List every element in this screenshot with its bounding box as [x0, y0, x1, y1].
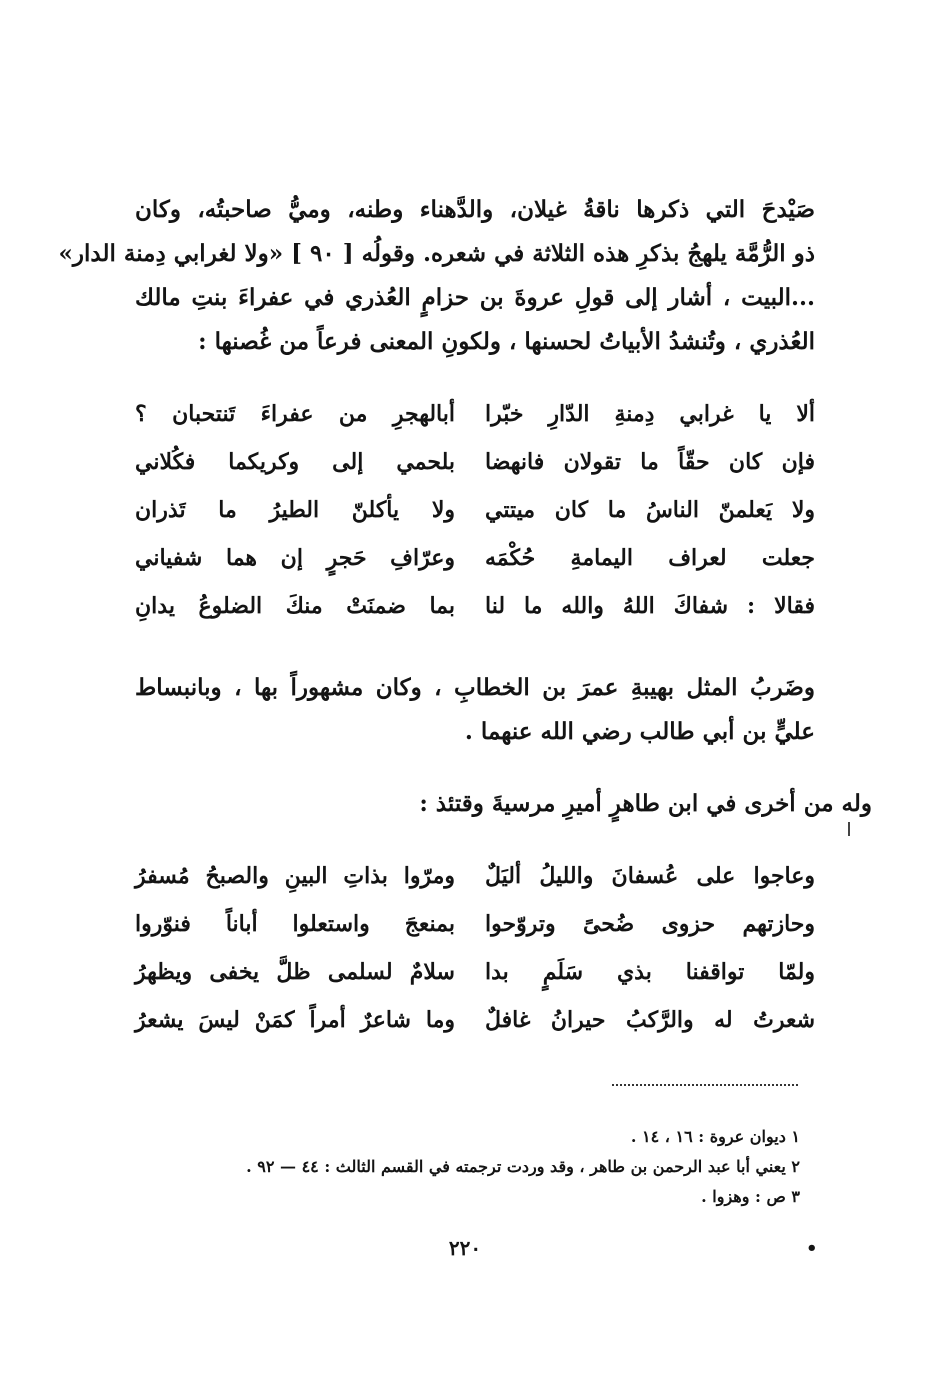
verse-first-hemistich: ألا يا غرابي دِمنةِ الدّارِ خبّرا [485, 401, 815, 427]
paragraph-line: صَيْدحَ التي ذكرها ناقةُ غيلان، والدَّهناء وطنه، وميُّ صاحبتُه، وكان [135, 196, 815, 223]
verse [135, 582, 815, 630]
verse [135, 900, 815, 948]
verse-first-hemistich: ولمّا تواقفنا بذي سَلَمٍ بدا [485, 959, 815, 985]
verse-first-hemistich: وحازتهم حزوى ضُحىً وتروّحوا [485, 911, 815, 937]
poem-2 [135, 852, 815, 1044]
verse-second-hemistich: أبالهجرِ من عفراءَ تَنتحبان ؟ [135, 401, 455, 427]
paragraph-1 [58, 188, 815, 364]
footnote: ٢ يعني أبا عبد الرحمن بن طاهر ، وقد وردت ترجمته في القسم الثالث : ٤٤ — ٩٢ . [246, 1157, 800, 1176]
verse-second-hemistich: وما شاعرٌ أمراً كمَنْ ليسَ يشعرُ [135, 1007, 455, 1033]
verse-first-hemistich: ولا يَعلمنّ الناسُ ما كان ميتتي [485, 497, 815, 523]
verse-first-hemistich: فإن كان حقّاً ما تقولان فانهضا [485, 449, 815, 475]
verse [135, 534, 815, 582]
poem-1 [135, 390, 815, 630]
verse-first-hemistich: جعلت لعراف اليمامةِ حُكْمَه [485, 545, 815, 571]
verse-first-hemistich: فقالا : شفاكَ اللهُ والله ما لنا [485, 593, 815, 619]
verse [135, 852, 815, 900]
paragraph-line: ...البيت ، أشار إلى قولِ عروةَ بن حزامٍ العُذري في عفراءَ بنتِ مالك [135, 284, 815, 311]
verse-second-hemistich: سلامٌ لسلمى ظلَّ يخفى ويظهرُ [135, 959, 455, 985]
footnote-separator [612, 1084, 798, 1086]
paragraph-line: ذو الرُّمَّة يلهجُ بذكرِ هذه الثلاثة في شعره. وقولُه [ ٩٠ ] «ولا لغرابي دِمنة الدار» [58, 240, 815, 267]
paragraph-2 [135, 666, 815, 754]
paragraph-line: عليٍّ بن أبي طالب رضي الله عنهما . [464, 718, 815, 745]
poem-2-intro: وله من أخرى في ابن طاهرٍ أميرِ مرسيةَ وقتئذ : [419, 790, 872, 817]
verse-first-hemistich: شعرتُ له والرَّكبُ حيرانُ غافلٌ [485, 1007, 815, 1033]
footnote: ١ ديوان عروة : ١٦ ، ١٤ . [630, 1127, 800, 1146]
verse-first-hemistich: وعاجوا على عُسفانَ والليلُ أليَلٌ [485, 863, 815, 889]
verse [135, 486, 815, 534]
verse-second-hemistich: ومرّوا بذاتِ البينِ والصبحُ مُسفرُ [135, 863, 455, 889]
verse-second-hemistich: بلحمي إلى وكريكما فكُلاني [135, 449, 455, 475]
margin-tick [848, 822, 850, 836]
margin-mark: • [806, 1238, 818, 1259]
verse [135, 948, 815, 996]
verse [135, 996, 815, 1044]
verse-second-hemistich: ولا يأكلنّ الطيرُ ما تَذران [135, 497, 455, 523]
verse [135, 438, 815, 486]
footnotes [140, 1122, 800, 1212]
page-number: ٢٢٠ [448, 1236, 482, 1260]
paragraph-line: وضَربُ المثل بهيبةِ عمرَ بن الخطابِ ، وكان مشهوراً بها ، وبانبساط [135, 674, 815, 701]
verse-second-hemistich: بما ضمنَتْ منكَ الضلوعُ يدانِ [135, 593, 455, 619]
verse-second-hemistich: وعرّافِ حَجرٍ إن هما شفياني [135, 545, 455, 571]
verse [135, 390, 815, 438]
verse-second-hemistich: بمنعجَ واستعلوا أباناً فنوّروا [135, 911, 455, 937]
footnote: ٣ ص : وهزوا . [701, 1187, 800, 1206]
paragraph-line: العُذري ، وتُنشدُ الأبياتُ لحسنها ، ولكونِ المعنى فرعاً من غُصنها : [198, 328, 815, 355]
